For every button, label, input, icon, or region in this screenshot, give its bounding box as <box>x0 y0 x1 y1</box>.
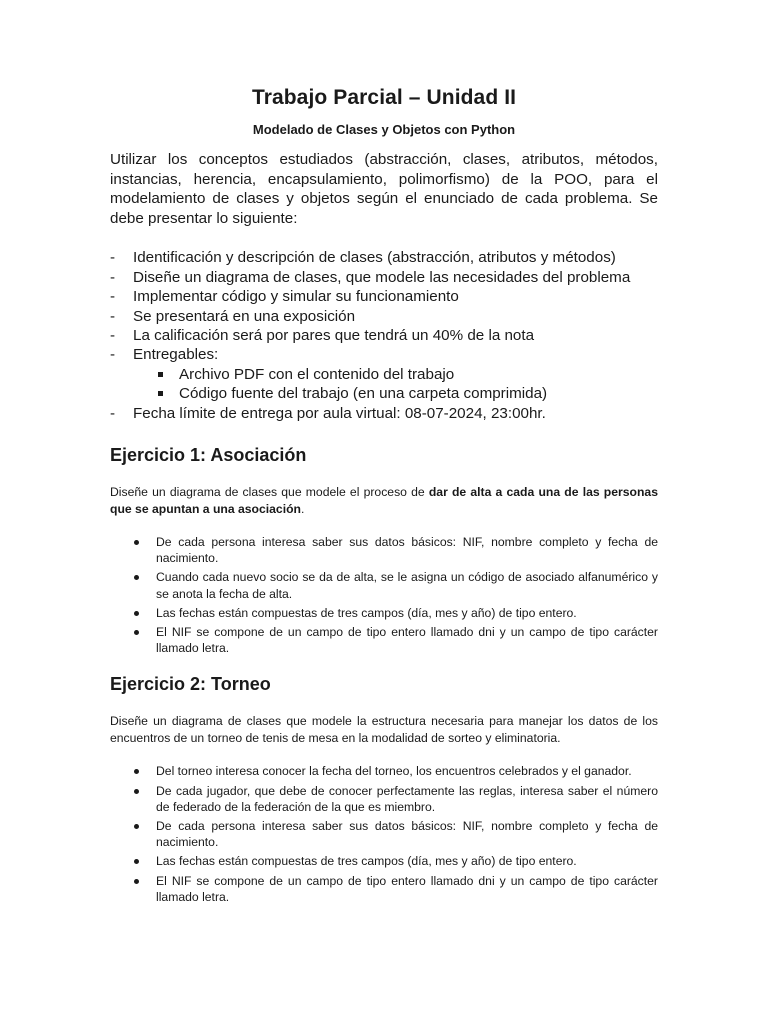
requirements-list <box>110 248 658 423</box>
ejercicio1-bullets <box>110 534 658 656</box>
ejercicio1-title: Ejercicio 1: Asociación <box>110 445 307 466</box>
requirement-item: - Se presentará en una exposición <box>110 307 658 326</box>
bullet-item: Cuando cada nuevo socio se da de alta, se le asigna un código de asociado alfanumérico y se anota la fecha de alta. <box>156 570 658 601</box>
document-title: Trabajo Parcial – Unidad II <box>251 86 517 109</box>
document-subtitle: Modelado de Clases y Objetos con Python <box>252 122 516 137</box>
ejercicio2-title: Ejercicio 2: Torneo <box>110 674 271 695</box>
bullet-item: Del torneo interesa conocer la fecha del torneo, los encuentros celebrados y el ganador. <box>156 763 658 779</box>
ejercicio1-intro <box>110 484 658 517</box>
deliverables-label: Entregables: <box>133 346 219 364</box>
bullet-item: De cada persona interesa saber sus datos básicos: NIF, nombre completo y fecha de nacimiento. <box>156 535 658 566</box>
deliverable-item: Código fuente del trabajo (en una carpeta comprimida) <box>157 384 658 403</box>
ejercicio1-intro-end: . <box>301 501 305 516</box>
bullet-item: De cada persona interesa saber sus datos básicos: NIF, nombre completo y fecha de nacimiento. <box>156 819 658 850</box>
requirement-item-deliverables <box>110 345 658 403</box>
requirement-item: - Identificación y descripción de clases (abstracción, atributos y métodos) <box>110 248 658 267</box>
requirement-item: - Fecha límite de entrega por aula virtual: 08-07-2024, 23:00hr. <box>110 404 658 423</box>
requirement-item: - Diseñe un diagrama de clases, que modele las necesidades del problema <box>110 268 658 287</box>
deliverable-item: Archivo PDF con el contenido del trabajo <box>157 365 658 384</box>
bullet-item: Las fechas están compuestas de tres campos (día, mes y año) de tipo entero. <box>156 853 658 869</box>
requirement-item: - La calificación será por pares que tendrá un 40% de la nota <box>110 326 658 345</box>
intro-paragraph: Utilizar los conceptos estudiados (abstracción, clases, atributos, métodos, instancias, herencia, encapsulamiento, polimorfismo) de la POO, para el modelamiento de clases y objetos según el enunciado de cada problema. Se debe presentar lo siguiente: <box>110 151 658 227</box>
requirement-item: - Implementar código y simular su funcionamiento <box>110 287 658 306</box>
ejercicio1-intro-text: Diseñe un diagrama de clases que modele el proceso de <box>110 485 429 500</box>
bullet-item: El NIF se compone de un campo de tipo entero llamado dni y un campo de tipo carácter llamado letra. <box>156 625 658 656</box>
ejercicio1-intro-bold: dar de alta a cada una de las personas que se apuntan a una asociación <box>110 485 658 516</box>
bullet-item: Las fechas están compuestas de tres campos (día, mes y año) de tipo entero. <box>156 605 658 621</box>
document-page <box>110 86 658 923</box>
bullet-item: El NIF se compone de un campo de tipo entero llamado dni y un campo de tipo carácter llamado letra. <box>156 873 658 904</box>
ejercicio2-intro: Diseñe un diagrama de clases que modele la estructura necesaria para manejar los datos de los encuentros de un torneo de tenis de mesa en la modalidad de sorteo y eliminatoria. <box>110 714 658 745</box>
deliverables-list <box>133 365 658 404</box>
bullet-item: De cada jugador, que debe de conocer perfectamente las reglas, interesa saber el número de federado de la federación de la que es miembro. <box>156 783 658 814</box>
ejercicio2-bullets <box>110 763 658 905</box>
